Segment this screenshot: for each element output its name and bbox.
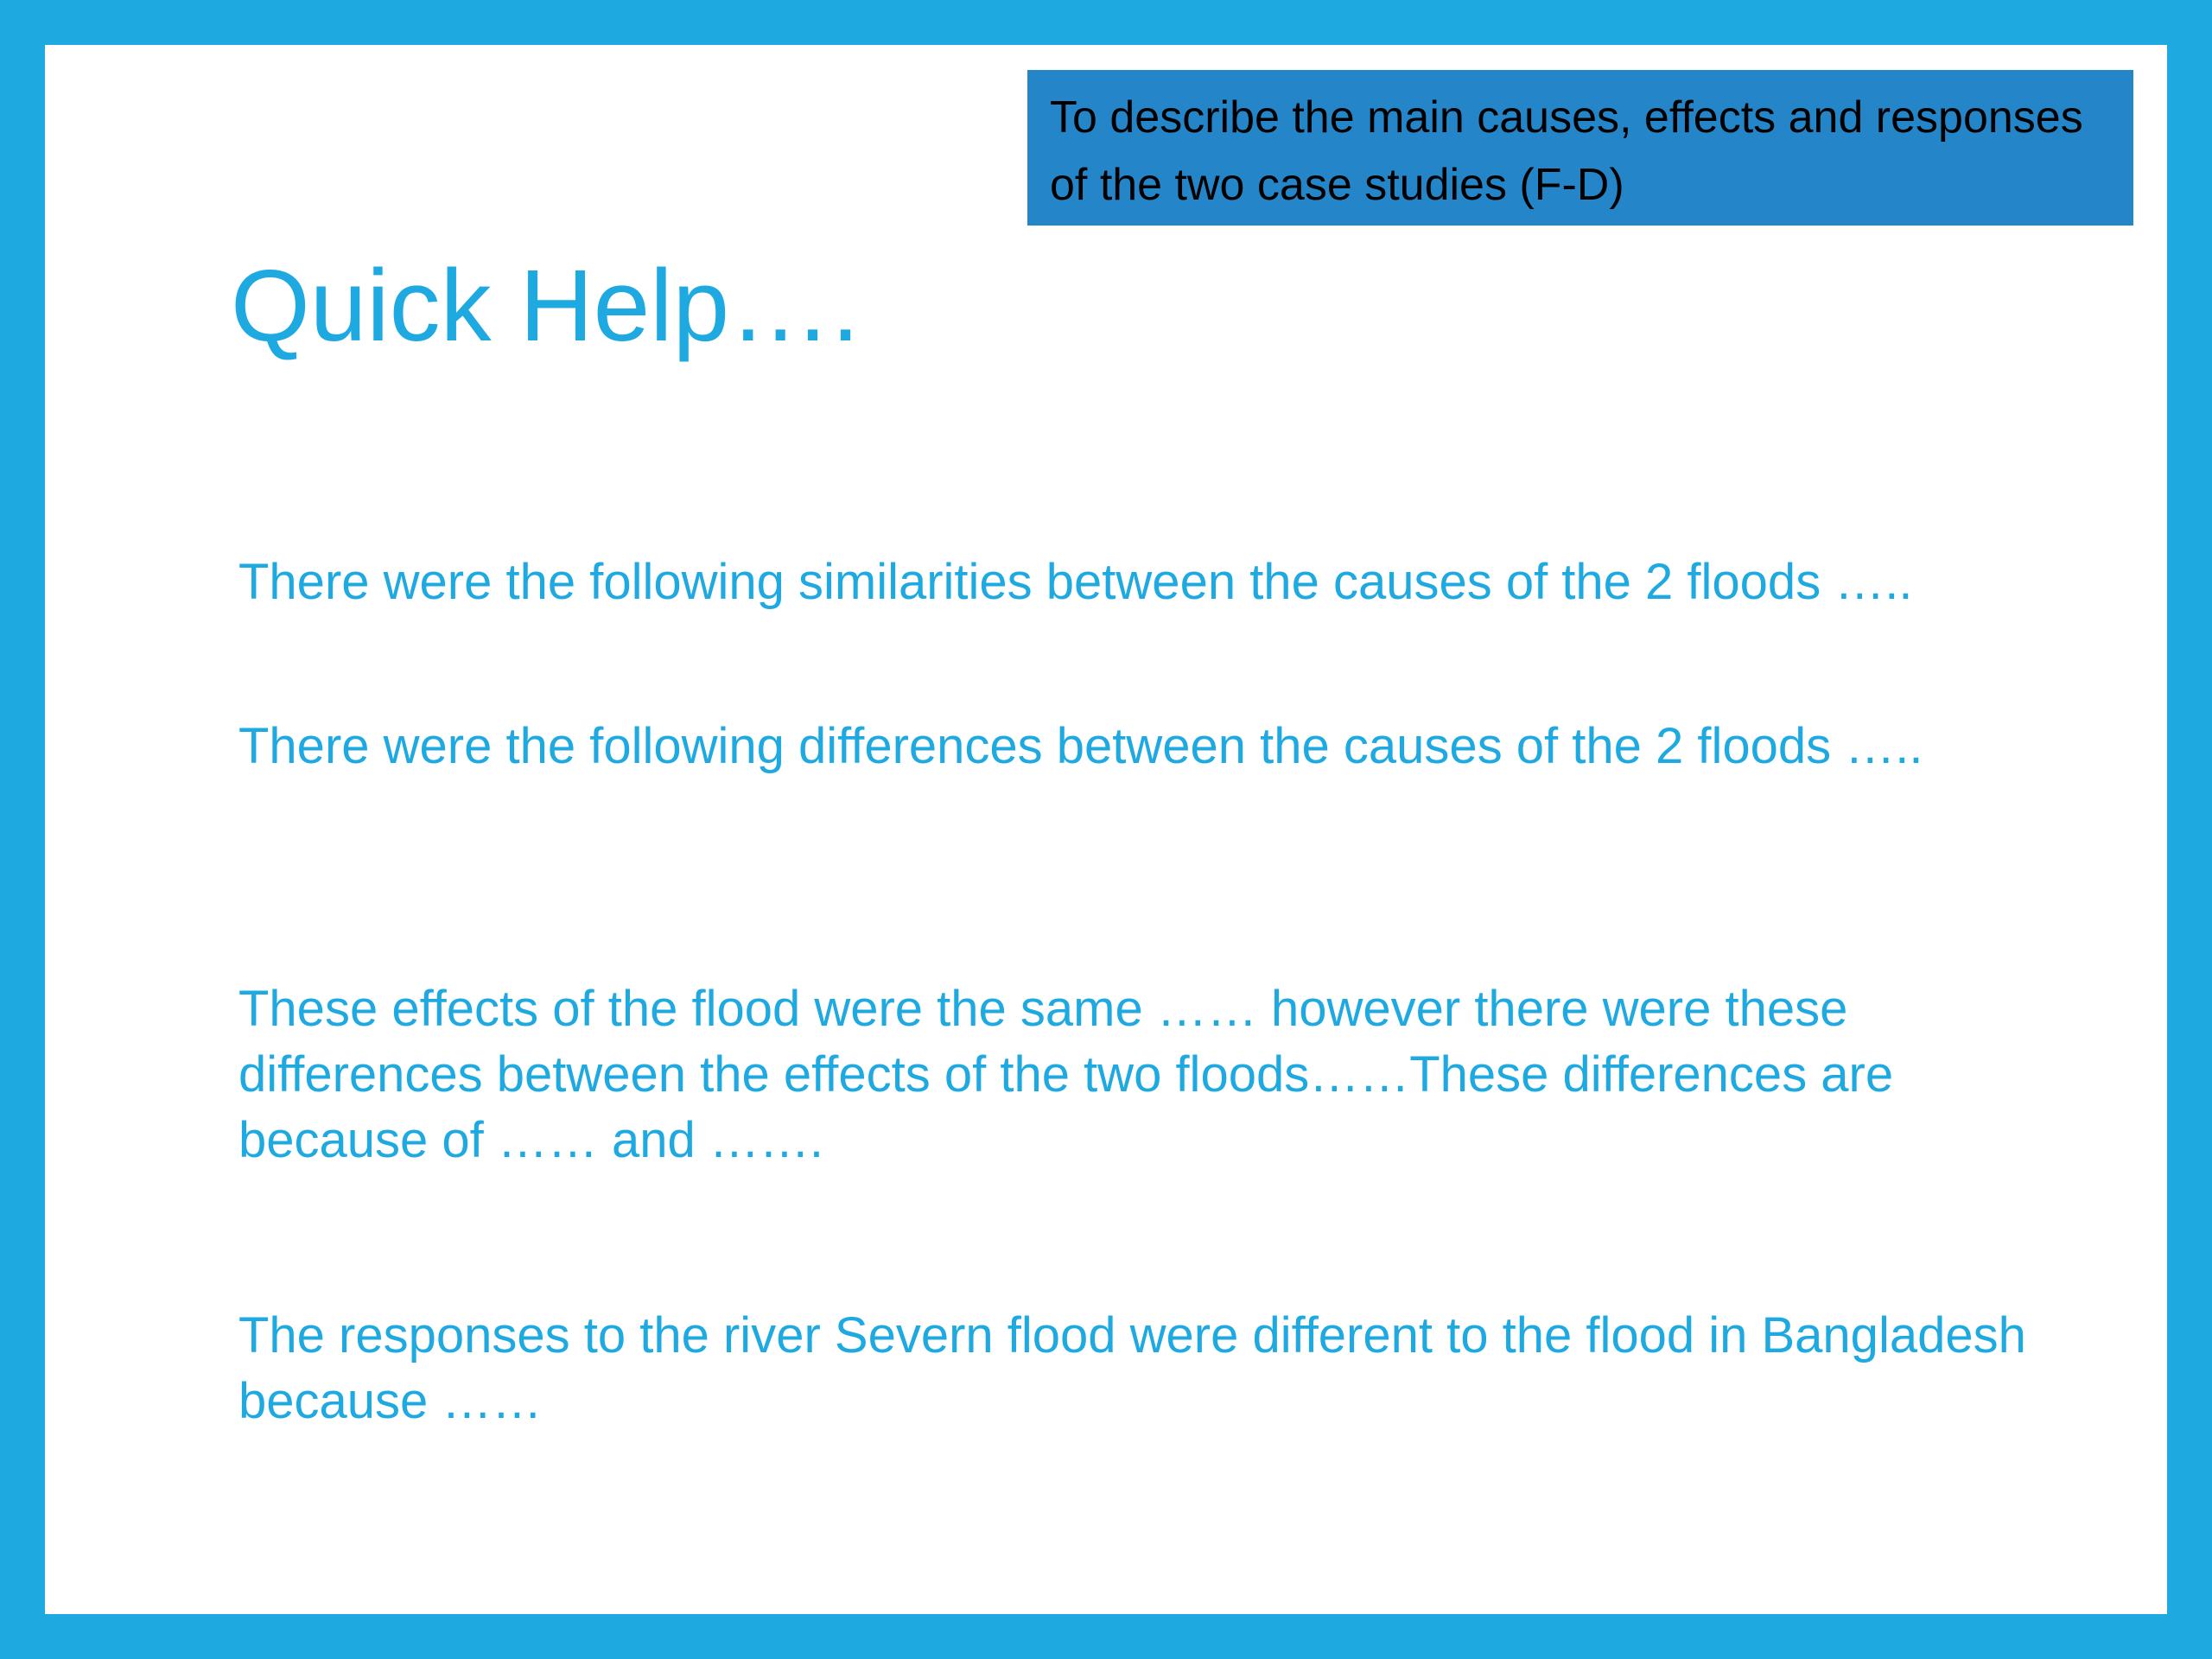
prompt-effects-comparison: These effects of the flood were the same …… however there were these differences between the effects of the two floods……These differences are because of …… and …….: [238, 981, 1894, 1168]
slide-title: Quick Help….: [231, 249, 860, 363]
prompt-responses-comparison: The responses to the river Severn flood were different to the flood in Bangladesh because ……: [238, 1307, 2026, 1429]
prompt-similarities-causes: There were the following similarities between the causes of the 2 floods …..: [238, 554, 1913, 610]
prompt-differences-causes: There were the following differences between the causes of the 2 floods …..: [238, 718, 1923, 774]
slide-canvas: [45, 45, 2167, 1614]
learning-objective-box: [1027, 70, 2133, 226]
learning-objective-text: To describe the main causes, effects and responses of the two case studies (F-D): [1050, 92, 2083, 210]
